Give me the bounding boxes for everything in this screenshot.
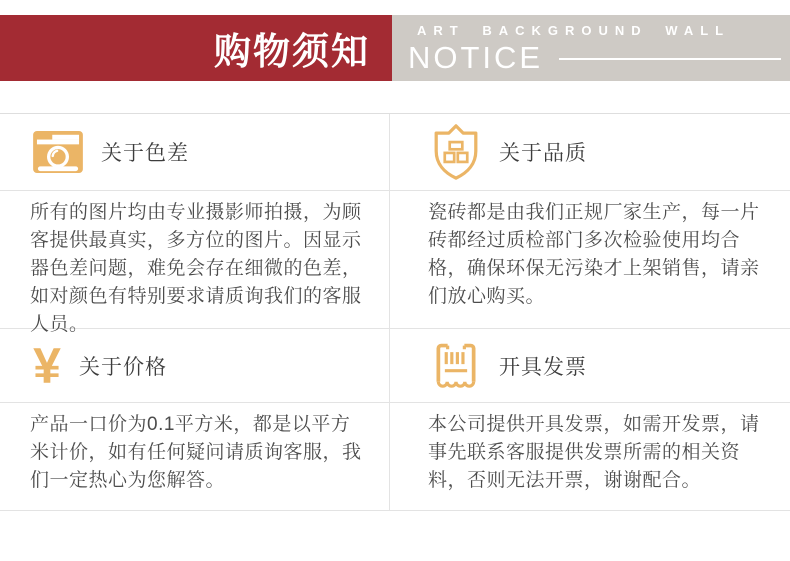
banner-gray-block (392, 15, 790, 81)
card-price-header (0, 329, 390, 403)
card-quality-header (390, 114, 790, 191)
shield-icon (428, 123, 484, 181)
banner (0, 15, 790, 81)
card-title: 关于色差 (101, 142, 189, 165)
card-title: 关于品质 (499, 142, 587, 165)
card-title: 关于价格 (79, 355, 167, 379)
banner-subtitle: ART BACKGROUND WALL (417, 23, 731, 38)
yen-icon: ¥ (33, 337, 61, 394)
card-invoice-body: 本公司提供开具发票，如需开发票，请事先联系客服提供发票所需的相关资料，否则无法开票，谢谢配合。 (390, 403, 790, 511)
card-invoice-header (390, 329, 790, 403)
banner-red-block (0, 15, 392, 81)
notice-cards-grid (0, 113, 790, 511)
card-color-difference-header (0, 114, 390, 191)
receipt-icon (428, 337, 484, 395)
notice-row (408, 42, 790, 73)
card-title: 开具发票 (499, 355, 587, 379)
camera-icon (30, 123, 86, 181)
card-color-difference-body: 所有的图片均由专业摄影师拍摄，为顾客提供最真实，多方位的图片。因显示器色差问题，难免会存在细微的色差，如对颜色有特别要求请质询我们的客服人员。 (0, 191, 390, 329)
page-title: 购物须知 (214, 31, 370, 72)
card-quality-body: 瓷砖都是由我们正规厂家生产，每一片砖都经过质检部门多次检验使用均合格，确保环保无污染才上架销售，请亲们放心购买。 (390, 191, 790, 329)
notice-label: NOTICE (408, 40, 544, 75)
card-price-body: 产品一口价为0.1平方米，都是以平方米计价，如有任何疑问请质询客服，我们一定热心为您解答。 (0, 403, 390, 511)
notice-divider-line (559, 58, 781, 60)
